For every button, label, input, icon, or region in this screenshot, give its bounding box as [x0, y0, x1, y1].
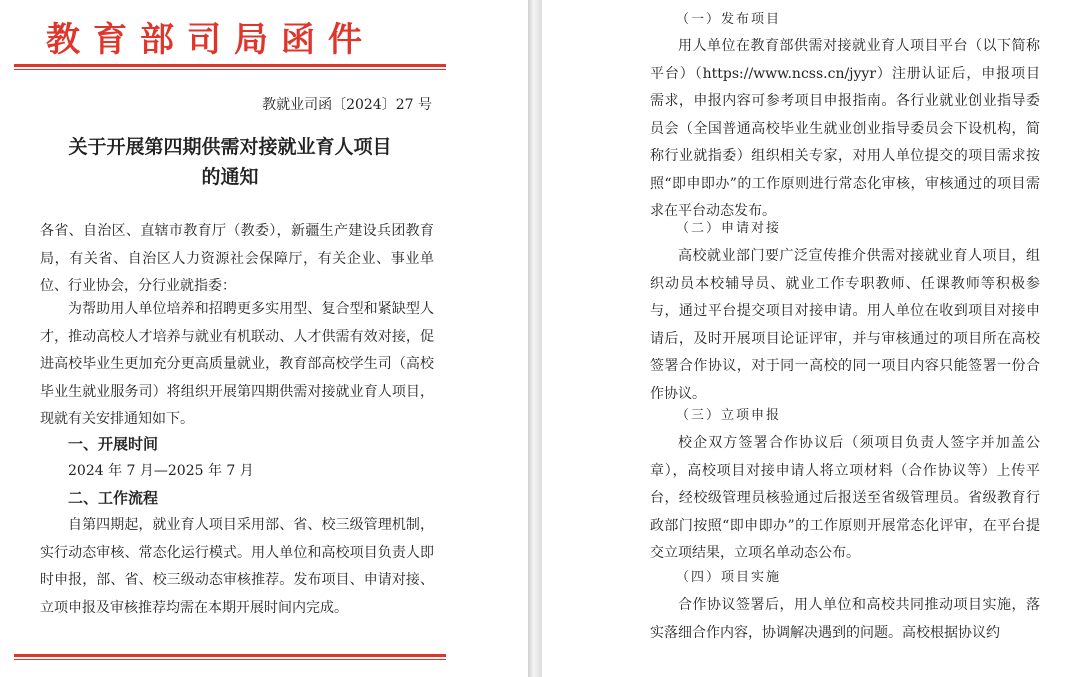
footer-red-rule [14, 654, 446, 657]
page-spine [528, 0, 542, 677]
subsection-3-body: 校企双方签署合作协议后（须项目负责人签字并加盖公章），高校项目对接申请人将立项材料（合作协议等）上传平台，经校级管理员核验通过后报送至省级管理员。省级教育行政部门按照“即申即办”的工作原则开展常态化评审，在平台提交立项结果，立项名单动态公布。 [650, 435, 1040, 561]
subsection-2-body: 高校就业部门要广泛宣传推介供需对接就业育人项目，组织动员本校辅导员、就业工作专职教师、任课教师等积极参与，通过平台提交项目对接申请。用人单位在收到项目对接申请后，及时开展项目论证评审，并与审核通过的项目所在高校签署合作协议，对于同一高校的同一项目内容只能签署一份合作协议。 [650, 248, 1040, 402]
section-1-heading: 一、开展时间 [68, 435, 159, 453]
subsection-1-body: 用人单位在教育部供需对接就业育人项目平台（以下简称平台）（https://www.ncss.cn/jyyr）注册认证后，申报项目需求，申报内容可参考项目申报指南。各行业就业创业指导委员会（全国普通高校毕业生就业创业指导委员会下设机构，简称行业就指委）组织相关专家，对用人单位提交的项目需求按照“即申即办”的工作原则进行常态化审核，审核通过的项目需求在平台动态发布。 [650, 38, 1040, 219]
section-2-heading: 二、工作流程 [68, 489, 159, 507]
document-title [20, 132, 440, 192]
letterhead-thin-rule [14, 69, 446, 70]
subsection-4-body: 合作协议签署后，用人单位和高校共同推动项目实施，落实落细合作内容，协调解决遇到的问题。高校根据协议约 [650, 597, 1040, 641]
salutation-paragraph: 各省、自治区、直辖市教育厅（教委），新疆生产建设兵团教育局，有关省、自治区人力资源社会保障厅，有关企业、事业单位、行业协会，分行业就指委： [40, 223, 434, 294]
subsection-4-heading: （四）项目实施 [676, 570, 782, 585]
letterhead-red-rule [14, 64, 446, 67]
subsection-3-heading: （三）立项申报 [676, 408, 782, 423]
left-document-page [0, 0, 528, 677]
document-number: 教就业司函〔2024〕27 号 [262, 97, 432, 113]
intro-paragraph: 为帮助用人单位培养和招聘更多实用型、复合型和紧缺型人才，推动高校人才培养与就业有机联动、人才供需有效对接，促进高校毕业生更加充分更高质量就业，教育部高校学生司（高校毕业生就业服务司）将组织开展第四期供需对接就业育人项目，现就有关安排通知如下。 [40, 301, 434, 427]
letterhead-title: 教育部司局函件 [46, 20, 375, 60]
title-line-1: 关于开展第四期供需对接就业育人项目 [68, 136, 392, 158]
subsection-2-heading: （二）申请对接 [676, 221, 782, 236]
section-2-body: 自第四期起，就业育人项目采用部、省、校三级管理机制，实行动态审核、常态化运行模式。用人单位和高校项目负责人即时申报，部、省、校三级动态审核推荐。发布项目、申请对接、立项申报及审核推荐均需在本期开展时间内完成。 [40, 517, 434, 616]
title-line-2: 的通知 [201, 166, 259, 188]
section-1-body: 2024 年 7 月—2025 年 7 月 [68, 463, 254, 479]
right-document-page [542, 0, 1080, 677]
subsection-1-heading: （一）发布项目 [676, 12, 782, 27]
footer-thin-rule [14, 659, 446, 660]
